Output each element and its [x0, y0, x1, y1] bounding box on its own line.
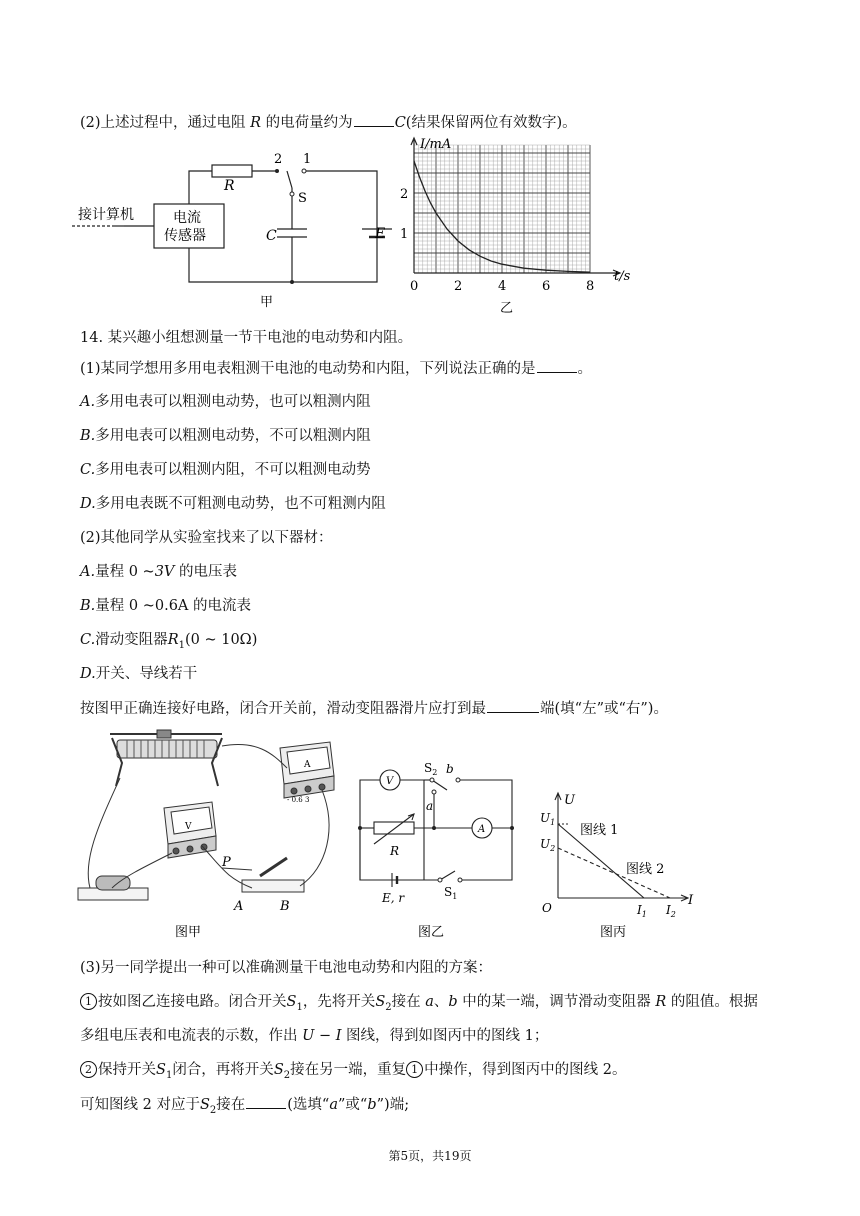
switch-label: S — [298, 191, 307, 206]
option-a[interactable]: A.多用电表可以粗测电动势，也可以粗测内阻 — [80, 394, 371, 410]
capacitor-circuit-diagram — [72, 146, 392, 311]
terminal-a-label: A — [234, 899, 244, 914]
voltmeter-label: V — [185, 822, 192, 832]
ammeter-scale: - 0.6 3 — [287, 796, 310, 804]
battery-label: E, r — [382, 891, 405, 905]
equipment-b: B.量程 0 ~0.6A 的电流表 — [80, 598, 251, 614]
x-tick-label: 4 — [498, 279, 507, 294]
u-axis-label: U — [564, 793, 575, 808]
terminal-b-label: b — [446, 762, 454, 776]
y-tick-label: 2 — [400, 187, 409, 202]
x-tick-label: 0 — [410, 279, 419, 294]
resistor-label: R — [224, 178, 235, 194]
apparatus-figure — [72, 728, 347, 943]
u2-label: $U_2$ — [540, 837, 556, 853]
option-d[interactable]: D.多用电表既不可粗测电动势，也不可粗测内阻 — [80, 496, 386, 512]
answer-blank[interactable] — [487, 698, 539, 713]
i2-label: $I_2$ — [666, 903, 676, 919]
ammeter-label: A — [304, 760, 311, 770]
x-tick-label: 6 — [542, 279, 551, 294]
sensor-label-2: 传感器 — [164, 228, 206, 244]
answer-blank[interactable] — [354, 112, 394, 127]
equipment-a: A.量程 0 ~3V 的电压表 — [80, 564, 237, 580]
measurement-circuit-diagram — [352, 760, 522, 942]
voltmeter-symbol: V — [386, 776, 394, 787]
q14-part2: (2)其他同学从实验室找来了以下器材： — [80, 530, 333, 546]
u-i-graph — [536, 790, 701, 942]
terminal-b-label: B — [280, 899, 290, 914]
step2: 2 保持开关$S_1$闭合，再将开关$S_2$接在另一端，重复 1 中操作，得到图丙中的图线 2。 — [80, 1060, 626, 1086]
y-axis-label: I/mA — [420, 137, 452, 152]
figure-caption: 图丙 — [600, 925, 627, 940]
terminal-a-label: a — [426, 799, 434, 813]
capacitor-label: C — [266, 228, 277, 244]
figure-caption: 图乙 — [418, 925, 445, 940]
y-tick-label: 1 — [400, 227, 409, 242]
step1-line2: 多组电压表和电流表的示数，作出 U − I 图线，得到如图丙中的图线 1； — [80, 1028, 549, 1044]
step1-line1: 1 按如图乙连接电路。闭合开关$S_1$，先将开关$S_2$接在 a、b 中的某一端，调节滑动变阻器 R 的阻值。根据 — [80, 992, 758, 1018]
terminal-p-label: P — [222, 855, 231, 870]
rheostat-label: R — [390, 844, 400, 858]
battery-label: E — [375, 226, 386, 242]
q14-part3: (3)另一同学提出一种可以准确测量干电池电动势和内阻的方案： — [80, 960, 493, 976]
switch-s1-label: $S_1$ — [444, 885, 458, 901]
i1-label: $I_1$ — [637, 903, 647, 919]
switch-s2-label: $S_2$ — [424, 761, 438, 777]
option-b[interactable]: B.多用电表可以粗测电动势，不可以粗测内阻 — [80, 428, 371, 444]
line1-label: 图线 1 — [580, 823, 619, 838]
page-footer: 第5页，共19页 — [388, 1149, 472, 1163]
origin-label: O — [542, 901, 552, 915]
option-c[interactable]: C.多用电表可以粗测内阻，不可以粗测电动势 — [80, 462, 371, 478]
chart-caption: 乙 — [500, 301, 514, 316]
line2-label: 图线 2 — [626, 862, 665, 877]
answer-blank[interactable] — [246, 1094, 286, 1109]
i-axis-label: I — [688, 893, 694, 908]
u1-label: $U_1$ — [540, 811, 556, 827]
equipment-c: C.滑动变阻器$R_1(0$ ~ 10Ω) — [80, 632, 258, 651]
q14-connect: 按图甲正确连接好电路，闭合开关前，滑动变阻器滑片应打到最 端(填“左”或“右”)。 — [80, 698, 668, 719]
q14-part1: (1)某同学想用多用电表粗测干电池的电动势和内阻，下列说法正确的是 。 — [80, 358, 592, 379]
x-axis-label: t/s — [614, 269, 631, 284]
current-time-chart — [392, 134, 642, 314]
answer-blank[interactable] — [537, 358, 577, 373]
q14-final: 可知图线 2 对应于$S_2$接在 (选填“a”或“b”)端; — [80, 1094, 409, 1121]
sensor-label-1: 电流 — [173, 210, 201, 226]
figure-caption: 甲 — [260, 295, 274, 310]
x-tick-label: 8 — [586, 279, 595, 294]
equipment-d: D.开关、导线若干 — [80, 666, 198, 682]
figure-caption: 图甲 — [175, 925, 202, 940]
q14-title: 14. 某兴趣小组想测量一节干电池的电动势和内阻。 — [80, 330, 413, 346]
terminal-2-label: 2 — [274, 152, 283, 167]
x-tick-label: 2 — [454, 279, 463, 294]
to-computer-label: 接计算机 — [78, 207, 134, 223]
q13-part2: (2)上述过程中，通过电阻 R 的电荷量约为 C(结果保留两位有效数字)。 — [80, 112, 577, 133]
terminal-1-label: 1 — [303, 152, 312, 167]
ammeter-symbol: A — [478, 824, 486, 835]
